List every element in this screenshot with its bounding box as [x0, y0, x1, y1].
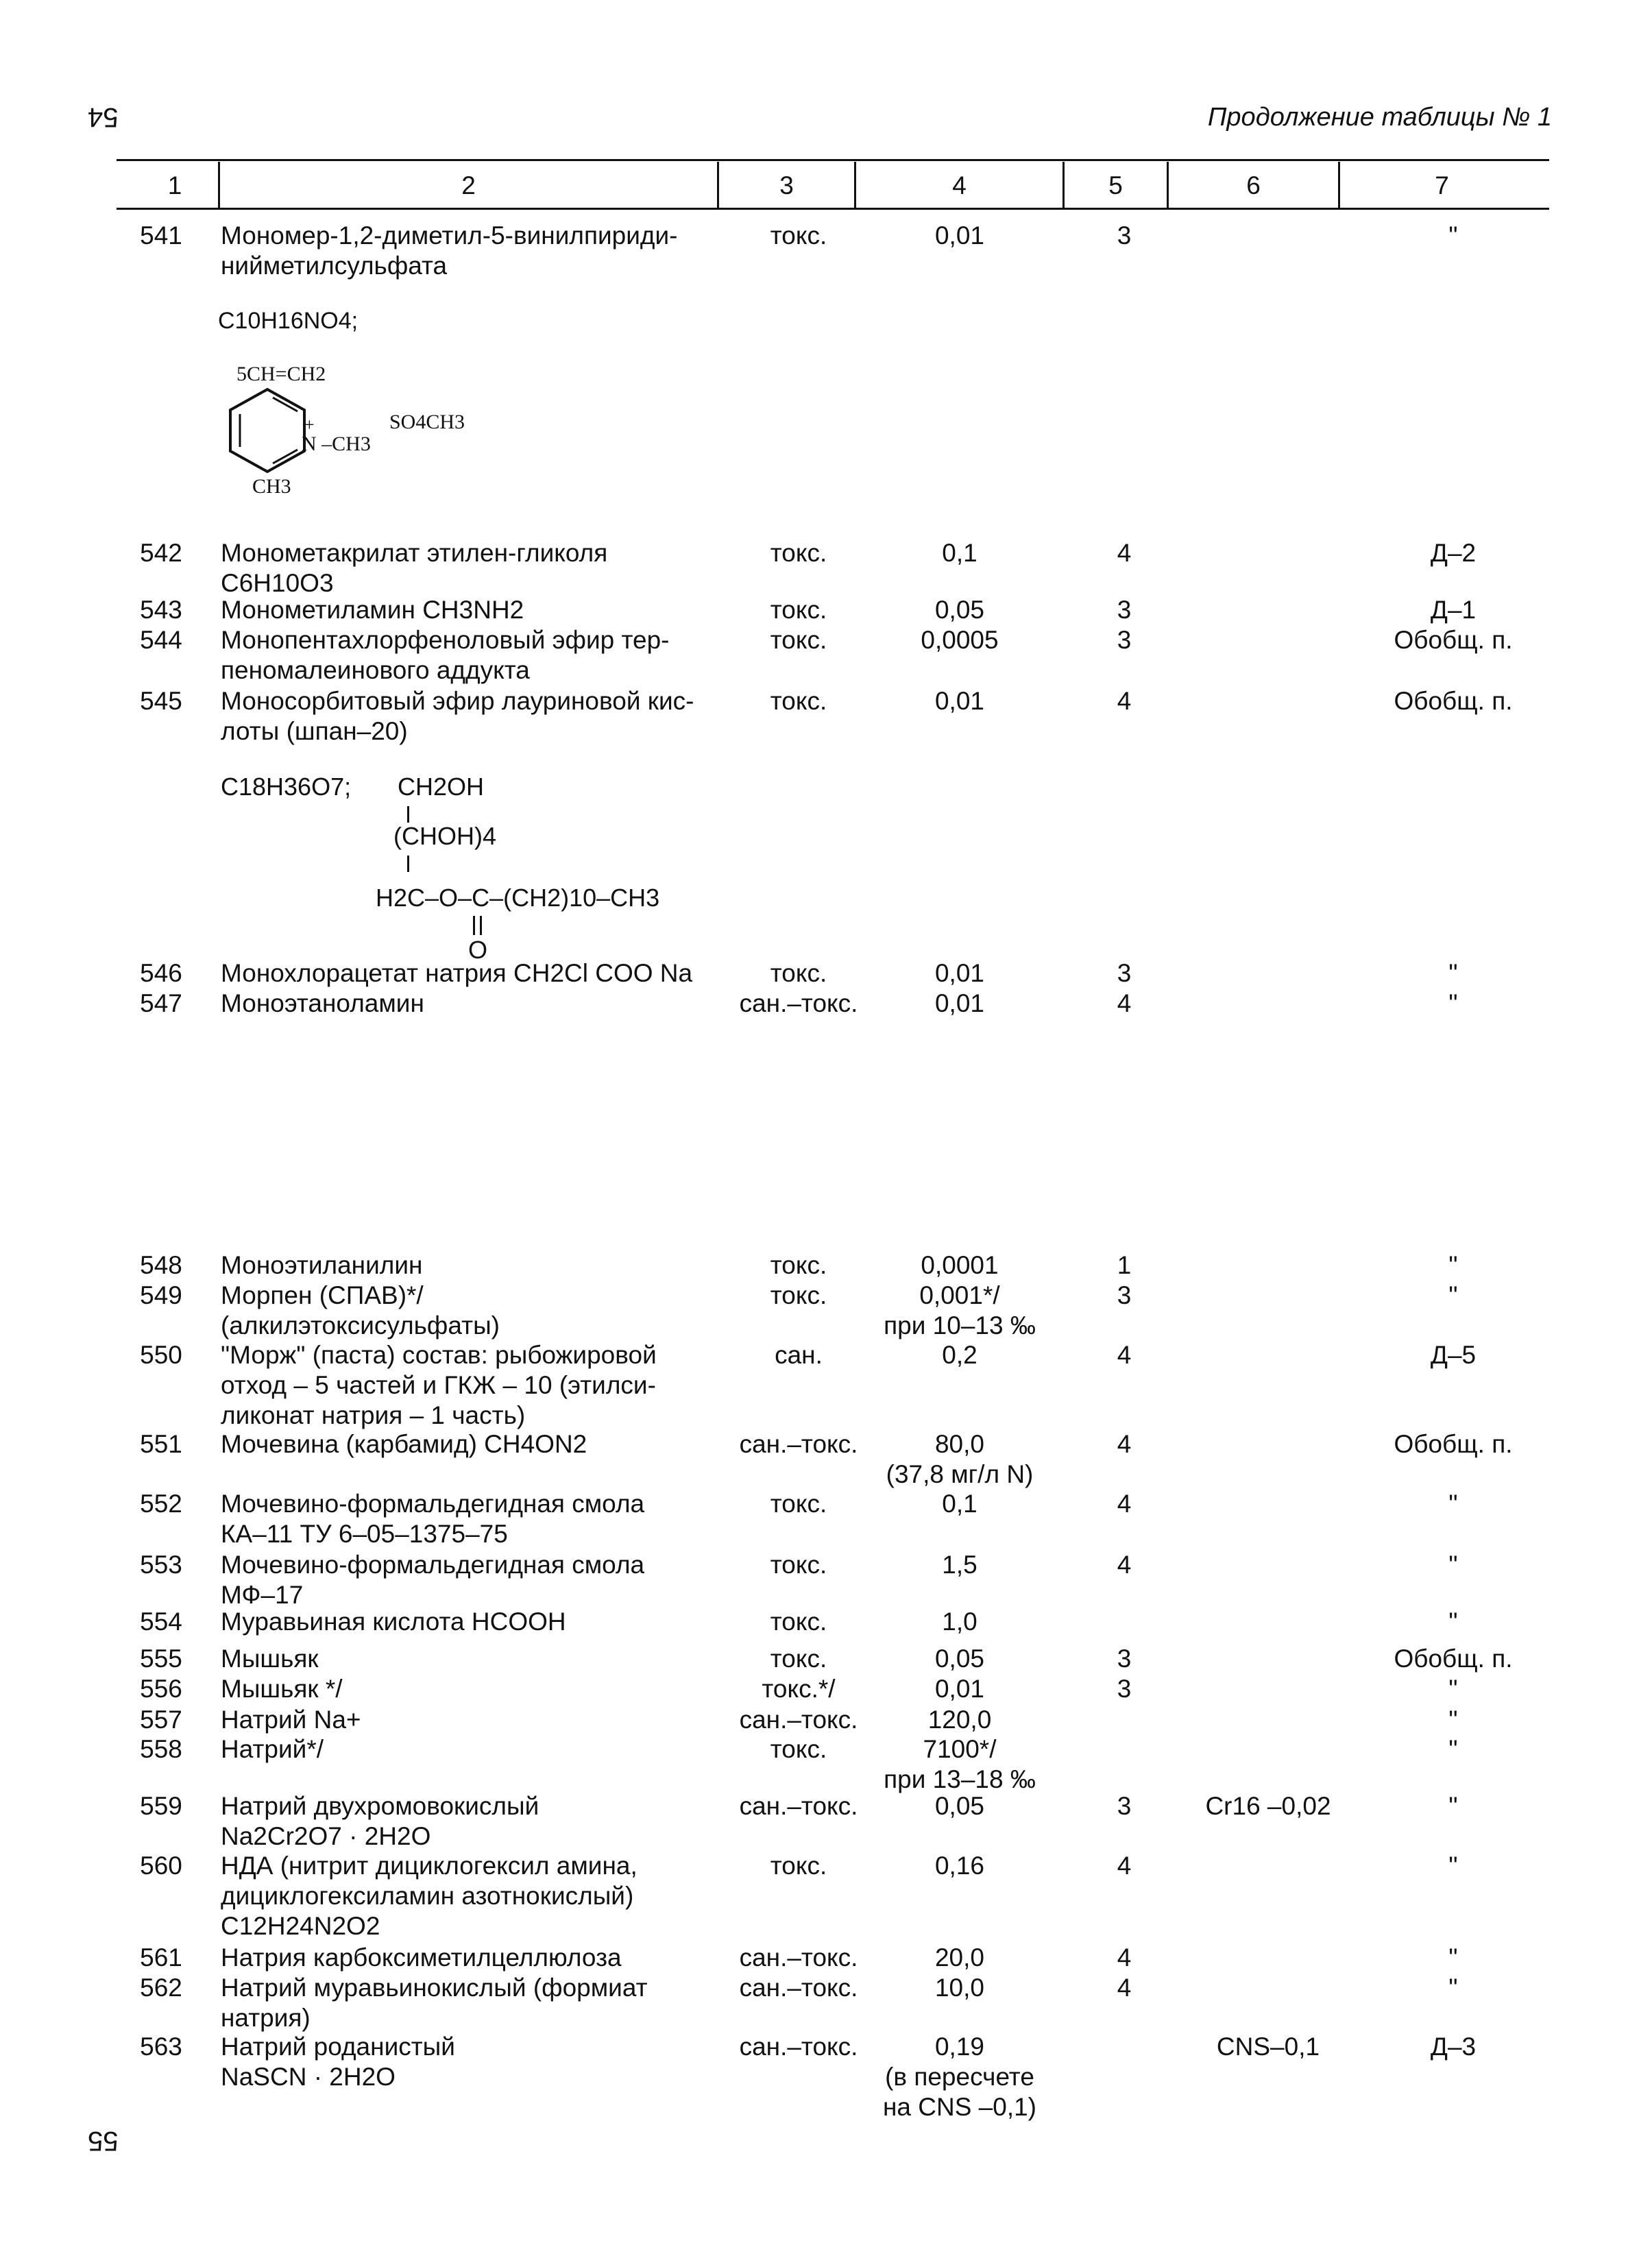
row-number: 552: [140, 1490, 182, 1518]
limit-value: 0,1: [942, 1490, 977, 1518]
substance-name: лоты (шпан–20): [221, 717, 408, 745]
hazard-class: сан.–токс.: [739, 1974, 858, 2002]
limit-value: (37,8 мг/л N): [886, 1460, 1034, 1488]
limit-value: 0,2: [942, 1341, 977, 1369]
hazard-level: 3: [1117, 1675, 1132, 1703]
note-code: Д–3: [1430, 2033, 1477, 2061]
substance-name: Мочевина (карбамид) CH4ON2: [221, 1430, 587, 1458]
structure-545-label: (CHOH)4: [393, 822, 496, 850]
limit-value: 0,01: [934, 959, 984, 987]
substance-name: Натрий двухромовокислый: [221, 1792, 539, 1820]
limit-value: при 13–18 ‰: [884, 1765, 1036, 1793]
substance-name: (алкилэтоксисульфаты): [221, 1311, 500, 1339]
header-col-3: 3: [717, 162, 854, 210]
substance-name: Натрий роданистый: [221, 2033, 455, 2061]
substance-name: Мышьяк */: [221, 1675, 343, 1703]
hazard-class: сан.: [775, 1341, 823, 1369]
substance-name: Моноэтаноламин: [221, 989, 424, 1017]
limit-value: при 10–13 ‰: [884, 1311, 1036, 1339]
limit-value: 0,0001: [921, 1251, 999, 1279]
header-col-2: 2: [218, 162, 717, 210]
note-code: ": [1448, 1608, 1458, 1636]
note-code: ": [1448, 1852, 1458, 1880]
limit-value: 0,16: [934, 1852, 984, 1880]
substance-name: нийметилсульфата: [221, 252, 448, 280]
substance-name: пеномалеинового аддукта: [221, 656, 530, 684]
hazard-level: 3: [1117, 1792, 1132, 1820]
limit-value: 7100*/: [923, 1735, 997, 1763]
hazard-class: сан.–токс.: [739, 989, 858, 1017]
hazard-class: токс.: [770, 687, 827, 715]
header-col-4: 4: [854, 162, 1062, 210]
row-number: 562: [140, 1974, 182, 2002]
row-number: 547: [140, 989, 182, 1017]
limit-value: 1,5: [942, 1551, 977, 1579]
substance-name: C12H24N2O2: [221, 1912, 380, 1940]
table-caption: Продолжение таблицы № 1: [1207, 103, 1552, 132]
hazard-level: 4: [1117, 989, 1132, 1017]
limit-value: 1,0: [942, 1608, 977, 1636]
structure-541-label: N –CH3: [302, 433, 371, 455]
substance-name: Монопентахлорфеноловый эфир тер-: [221, 626, 670, 654]
row-number: 553: [140, 1551, 182, 1579]
substance-name: Мышьяк: [221, 1645, 319, 1673]
substance-name: отход – 5 частей и ГКЖ – 10 (этилси-: [221, 1371, 656, 1399]
hazard-level: 4: [1117, 1551, 1132, 1579]
note-code: Обобщ. п.: [1394, 626, 1513, 654]
hazard-level: 4: [1117, 1430, 1132, 1458]
note-code: Обобщ. п.: [1394, 687, 1513, 715]
note-code: ": [1448, 1551, 1458, 1579]
row-number: 555: [140, 1645, 182, 1673]
structure-541-label: 5CH=CH2: [236, 363, 326, 385]
substance-name: НДА (нитрит дициклогексил амина,: [221, 1852, 637, 1880]
double-bond: [473, 916, 475, 935]
note-code: Д–5: [1430, 1341, 1477, 1369]
hazard-level: 3: [1117, 959, 1132, 987]
hazard-level: 3: [1117, 1645, 1132, 1673]
row-number: 563: [140, 2033, 182, 2061]
note-code: Обобщ. п.: [1394, 1430, 1513, 1458]
hazard-class: токс.: [770, 221, 827, 250]
limit-value: 0,1: [942, 539, 977, 567]
row-number: 558: [140, 1735, 182, 1763]
hazard-level: 3: [1117, 1281, 1132, 1309]
hazard-class: токс.*/: [762, 1675, 836, 1703]
row-number: 542: [140, 539, 182, 567]
limit-value: 120,0: [927, 1706, 992, 1734]
header-col-7: 7: [1338, 162, 1544, 210]
hazard-class: токс.: [770, 1281, 827, 1309]
substance-name: МФ–17: [221, 1581, 304, 1609]
row-number: 557: [140, 1706, 182, 1734]
substance-name: Натрий Na+: [221, 1706, 361, 1734]
row-number: 541: [140, 221, 182, 250]
substance-name: Моноэтиланилин: [221, 1251, 423, 1279]
limit-value: 0,0005: [921, 626, 999, 654]
substance-name: Мочевино-формальдегидная смола: [221, 1490, 645, 1518]
hazard-level: 4: [1117, 687, 1132, 715]
structure-545-label: CH2OH: [398, 773, 485, 801]
substance-name: C6H10O3: [221, 569, 334, 597]
substance-name: Морпен (СПАВ)*/: [221, 1281, 424, 1309]
row-number: 560: [140, 1852, 182, 1880]
substance-name: Монометиламин CH3NH2: [221, 596, 524, 624]
page-number-top: 54: [88, 102, 119, 132]
hazard-class: сан.–токс.: [739, 1943, 858, 1972]
row-number: 546: [140, 959, 182, 987]
hazard-class: токс.: [770, 1608, 827, 1636]
structure-541-label: CH3: [252, 475, 291, 498]
note-code: ": [1448, 1943, 1458, 1972]
hazard-class: токс.: [770, 1490, 827, 1518]
limit-value: 80,0: [934, 1430, 984, 1458]
bond-line: [407, 806, 409, 823]
limit-value: 0,01: [934, 1675, 984, 1703]
note-code: ": [1448, 989, 1458, 1017]
hazard-level: 4: [1117, 1341, 1132, 1369]
hazard-level: 3: [1117, 626, 1132, 654]
hazard-level: 4: [1117, 1490, 1132, 1518]
limit-value: 0,05: [934, 1645, 984, 1673]
hazard-class: сан.–токс.: [739, 1792, 858, 1820]
structure-545-formula: C18H36O7;: [221, 773, 352, 801]
row-number: 549: [140, 1281, 182, 1309]
hazard-class: токс.: [770, 539, 827, 567]
ion-limit: Cr16 –0,02: [1205, 1792, 1331, 1820]
hazard-class: сан.–токс.: [739, 2033, 858, 2061]
row-number: 550: [140, 1341, 182, 1369]
hazard-level: 1: [1117, 1251, 1132, 1279]
hazard-class: токс.: [770, 959, 827, 987]
hazard-level: 4: [1117, 539, 1132, 567]
limit-value: 0,05: [934, 596, 984, 624]
structure-541-formula: C10H16NO4;: [218, 308, 359, 334]
ion-limit: CNS–0,1: [1216, 2033, 1320, 2061]
row-number: 545: [140, 687, 182, 715]
row-number: 554: [140, 1608, 182, 1636]
limit-value: 0,19: [934, 2033, 984, 2061]
hazard-class: сан.–токс.: [739, 1706, 858, 1734]
substance-name: Na2Cr2O7 · 2H2O: [221, 1822, 431, 1850]
substance-name: Натрия карбоксиметилцеллюлоза: [221, 1943, 622, 1972]
substance-name: Моносорбитовый эфир лауриновой кис-: [221, 687, 694, 715]
limit-value: 0,01: [934, 221, 984, 250]
note-code: Д–1: [1430, 596, 1477, 624]
row-number: 543: [140, 596, 182, 624]
hazard-class: токс.: [770, 1852, 827, 1880]
row-number: 556: [140, 1675, 182, 1703]
note-code: ": [1448, 1281, 1458, 1309]
row-number: 548: [140, 1251, 182, 1279]
note-code: ": [1448, 1792, 1458, 1820]
row-number: 551: [140, 1430, 182, 1458]
substance-name: Мономер-1,2-диметил-5-винилпириди-: [221, 221, 678, 250]
hazard-class: сан.–токс.: [739, 1430, 858, 1458]
limit-value: 0,001*/: [919, 1281, 1000, 1309]
limit-value: 0,05: [934, 1792, 984, 1820]
structure-545-label: H2C–O–C–(CH2)10–CH3: [376, 884, 660, 912]
hazard-level: 4: [1117, 1943, 1132, 1972]
substance-name: КА–11 ТУ 6–05–1375–75: [221, 1520, 508, 1548]
substance-name: "Морж" (паста) состав: рыбожировой: [221, 1341, 657, 1369]
note-code: Д–2: [1430, 539, 1477, 567]
hazard-level: 4: [1117, 1852, 1132, 1880]
note-code: ": [1448, 1974, 1458, 2002]
hazard-level: 3: [1117, 596, 1132, 624]
note-code: ": [1448, 1490, 1458, 1518]
note-code: ": [1448, 1251, 1458, 1279]
note-code: ": [1448, 1706, 1458, 1734]
header-col-6: 6: [1167, 162, 1338, 210]
limit-value: 0,01: [934, 989, 984, 1017]
bond-line: [407, 856, 409, 872]
page-number-bottom: 55: [88, 2126, 119, 2156]
substance-name: ликонат натрия – 1 часть): [221, 1401, 526, 1429]
row-number: 561: [140, 1943, 182, 1972]
structure-541-label: +: [304, 415, 315, 435]
pyridinium-ring: [219, 384, 315, 480]
note-code: ": [1448, 221, 1458, 250]
limit-value: 10,0: [934, 1974, 984, 2002]
note-code: ": [1448, 959, 1458, 987]
note-code: ": [1448, 1735, 1458, 1763]
hazard-class: токс.: [770, 1251, 827, 1279]
substance-name: натрия): [221, 2004, 311, 2032]
substance-name: Натрий*/: [221, 1735, 324, 1763]
limit-value: (в пересчете: [885, 2063, 1034, 2091]
hazard-level: 3: [1117, 221, 1132, 250]
substance-name: Мочевино-формальдегидная смола: [221, 1551, 645, 1579]
header-col-5: 5: [1062, 162, 1167, 210]
hazard-level: 4: [1117, 1974, 1132, 2002]
hazard-class: токс.: [770, 596, 827, 624]
double-bond: [480, 916, 482, 935]
limit-value: 20,0: [934, 1943, 984, 1972]
substance-name: Натрий муравьинокислый (формиат: [221, 1974, 648, 2002]
row-number: 544: [140, 626, 182, 654]
note-code: Обобщ. п.: [1394, 1645, 1513, 1673]
substance-name: Монометакрилат этилен-гликоля: [221, 539, 608, 567]
substance-name: NaSCN · 2H2O: [221, 2063, 396, 2091]
structure-541-label: SO4CH3: [389, 411, 465, 433]
row-number: 559: [140, 1792, 182, 1820]
hazard-class: токс.: [770, 1735, 827, 1763]
note-code: ": [1448, 1675, 1458, 1703]
substance-name: Муравьиная кислота HCOOH: [221, 1608, 566, 1636]
structure-545-label: O: [468, 936, 488, 964]
limit-value: на CNS –0,1): [882, 2093, 1037, 2121]
hazard-class: токс.: [770, 1645, 827, 1673]
limit-value: 0,01: [934, 687, 984, 715]
substance-name: дициклогексиламин азотнокислый): [221, 1882, 634, 1910]
substance-name: Монохлорацетат натрия CH2Cl COO Na: [221, 959, 693, 987]
hazard-class: токс.: [770, 626, 827, 654]
header-col-1: 1: [167, 171, 182, 199]
hazard-class: токс.: [770, 1551, 827, 1579]
